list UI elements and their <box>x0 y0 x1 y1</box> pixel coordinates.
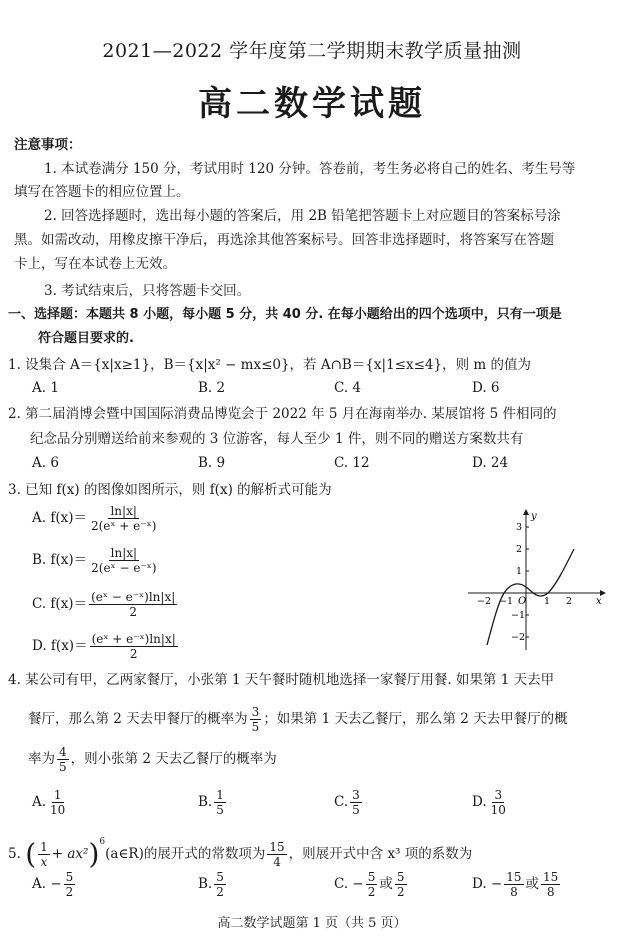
q3-option-a-fraction <box>89 504 158 533</box>
exam-title: 2021—2022 学年度第二学期期末教学质量抽测 <box>102 40 522 62</box>
q4-fraction-2 <box>57 745 69 774</box>
q4-option-b <box>198 788 228 817</box>
q5-option-c-denominator-2: 2 <box>396 885 405 899</box>
q3-option-a-numerator: ln|x| <box>110 504 137 518</box>
y-tick-label-1: 1 <box>516 566 523 577</box>
q5-inner-numerator: 1 <box>40 840 48 854</box>
q5-inner-rest: + ax² <box>51 846 89 862</box>
q3-option-d-fraction <box>90 632 178 661</box>
subject-title: 高二数学试题 <box>198 84 426 124</box>
x-axis-label: x <box>596 596 602 607</box>
note-2-line-2: 黑。如需改动，用橡皮擦干净后，再选涂其他答案标号。回答非选择题时，将答案写在答题 <box>14 232 554 248</box>
x-tick-label-1: 1 <box>544 596 551 607</box>
q3-option-c-fraction <box>89 590 177 619</box>
q1-option-b: B. 2 <box>198 380 226 396</box>
q3-function-graph <box>460 505 610 655</box>
q4-option-d-label: D. <box>472 794 487 810</box>
q5-option-d-denominator-2: 8 <box>546 885 555 899</box>
q3-option-b-denominator: 2(eˣ − e⁻ˣ) <box>91 561 157 575</box>
section-1-heading: 一、选择题：本题共 8 小题，每小题 5 分，共 40 分. 在每小题给出的四个选项中，只有一项是 <box>8 307 562 322</box>
q4-option-c-numerator: 3 <box>352 788 360 802</box>
q5-option-c-numerator-2: 5 <box>396 870 405 884</box>
q5-option-d <box>472 870 562 899</box>
q4-option-b-denominator: 5 <box>216 803 224 817</box>
q5-inner-fraction <box>38 840 50 869</box>
q4-option-a-denominator: 10 <box>50 803 66 817</box>
q5-option-d-numerator-1: 15 <box>506 870 522 884</box>
q4-stem-line-3-pre: 率为 <box>28 751 55 767</box>
page-footer: 高二数学试题第 1 页（共 5 页） <box>217 916 407 931</box>
x-tick-label-neg2: −2 <box>477 596 492 607</box>
q5-option-d-denominator-1: 8 <box>510 885 518 899</box>
q5-option-b-denominator: 2 <box>216 885 224 899</box>
q5-number: 5. <box>8 846 21 862</box>
q4-stem-line-3-post: ，则小张第 2 天去乙餐厅的概率为 <box>70 751 277 767</box>
q4-option-a-fraction <box>48 788 67 817</box>
q4-stem-line-2 <box>28 702 568 736</box>
q3-option-d-numerator: (eˣ + e⁻ˣ)ln|x| <box>91 632 176 646</box>
note-3: 3. 考试结束后，只将答题卡交回。 <box>44 283 251 299</box>
q4-option-a-label: A. <box>32 794 47 810</box>
q4-option-c-denominator: 5 <box>352 803 360 817</box>
q4-option-c-label: C. <box>334 794 349 810</box>
q5-constant-fraction <box>267 840 286 869</box>
q5-option-a-label: A. − <box>32 876 62 892</box>
y-axis-label: y <box>531 511 537 522</box>
section-1-heading-cont: 符合题目要求的. <box>38 331 134 346</box>
y-tick-label-neg1: −1 <box>511 610 526 621</box>
q3-option-a-denominator: 2(eˣ + e⁻ˣ) <box>90 519 157 533</box>
q4-stem-line-2-pre: 餐厅，那么第 2 天去甲餐厅的概率为 <box>28 711 248 727</box>
q5-option-d-fraction-1 <box>504 870 523 899</box>
q5-constant-numerator: 15 <box>269 840 285 854</box>
q5-power: 6 <box>99 837 106 847</box>
q5-option-d-fraction-2 <box>541 870 560 899</box>
origin-label: O <box>518 596 527 607</box>
q2-option-d: D. 24 <box>472 455 509 471</box>
q4-stem-line-1: 4. 某公司有甲，乙两家餐厅，小张第 1 天午餐时随机地选择一家餐厅用餐. 如果第 1 天去甲 <box>8 672 555 688</box>
q4-option-d <box>472 788 510 817</box>
q4-option-d-numerator: 3 <box>494 788 503 802</box>
x-tick-label-2: 2 <box>566 596 573 607</box>
q3-option-a-label: A. f(x)＝ <box>32 510 87 526</box>
q3-option-d <box>32 632 180 661</box>
q5-option-d-numerator-2: 15 <box>543 870 559 884</box>
q5-inner-denominator: x <box>40 855 48 869</box>
q3-option-c-label: C. f(x)＝ <box>32 596 88 612</box>
q4-stem-line-2-post: ；如果第 1 天去乙餐厅，那么第 2 天去甲餐厅的概 <box>263 711 568 727</box>
q4-fraction-1-denominator: 5 <box>251 720 260 734</box>
q2-option-c: C. 12 <box>334 455 370 471</box>
q3-option-c-denominator: 2 <box>129 605 137 619</box>
q3-option-b-fraction <box>89 546 158 575</box>
q5-option-a-denominator: 2 <box>65 885 74 899</box>
q5-option-c <box>334 870 409 899</box>
q3-option-d-denominator: 2 <box>129 647 138 661</box>
q3-option-c-numerator: (eˣ − e⁻ˣ)ln|x| <box>91 590 176 604</box>
y-tick-label-3: 3 <box>516 522 523 533</box>
note-1-line-1: 1. 本试卷满分 150 分，考试用时 120 分钟。答卷前，考生务必将自己的姓名、考生号等 <box>44 161 576 177</box>
y-tick-label-neg2: −2 <box>511 632 526 643</box>
q1-option-c: C. 4 <box>334 380 362 396</box>
q2-stem-line-2: 纪念品分别赠送给前来参观的 3 位游客，每人至少 1 件，则不同的赠送方案数共有 <box>30 431 524 447</box>
q5-constant-denominator: 4 <box>273 855 281 869</box>
q5-option-d-or: 或 <box>525 876 540 892</box>
q5-option-b <box>198 870 228 899</box>
q3-option-b-numerator: ln|x| <box>110 546 138 560</box>
q1-stem: 1. 设集合 A＝{x|x≥1}，B＝{x|x² − mx≤0}，若 A∩B＝{x|1≤x≤4}，则 m 的值为 <box>8 357 531 373</box>
note-1-line-2: 填写在答题卡的相应位置上。 <box>14 184 190 200</box>
q5-option-a <box>32 870 77 899</box>
q5-option-b-label: B. <box>198 876 213 892</box>
q3-stem: 3. 已知 f(x) 的图像如图所示，则 f(x) 的解析式可能为 <box>8 482 332 498</box>
q4-option-d-denominator: 10 <box>490 803 506 817</box>
y-tick-label-2: 2 <box>516 544 523 555</box>
q4-fraction-1-numerator: 3 <box>251 705 260 719</box>
q1-option-a: A. 1 <box>32 380 59 396</box>
q5-option-c-or: 或 <box>379 876 393 892</box>
q5-option-a-fraction <box>64 870 76 899</box>
q5-option-b-numerator: 5 <box>216 870 224 884</box>
q5-option-a-numerator: 5 <box>65 870 74 884</box>
q5-option-c-denominator-1: 2 <box>367 885 376 899</box>
q4-option-b-fraction <box>214 788 226 817</box>
q5-option-d-label: D. − <box>472 876 503 892</box>
q3-option-c <box>32 590 179 619</box>
q4-option-d-fraction <box>489 788 508 817</box>
notes-heading: 注意事项： <box>14 137 82 153</box>
note-2-line-3: 卡上，写在本试卷上无效。 <box>14 256 176 272</box>
x-tick-label-neg1: −1 <box>499 596 514 607</box>
q4-option-c-fraction <box>350 788 362 817</box>
q4-option-a-numerator: 1 <box>53 788 62 802</box>
q1-option-d: D. 6 <box>472 380 500 396</box>
q5-right-paren: ) <box>88 837 100 871</box>
q5-option-c-label: C. − <box>334 876 364 892</box>
q3-option-b <box>32 546 161 575</box>
q5-option-c-fraction-1 <box>366 870 378 899</box>
q4-fraction-2-numerator: 4 <box>59 745 67 759</box>
q4-stem-line-3 <box>28 742 277 776</box>
q3-option-a <box>32 504 160 533</box>
q3-option-b-label: B. f(x)＝ <box>32 552 88 568</box>
q5-option-c-numerator-1: 5 <box>367 870 376 884</box>
q4-fraction-1 <box>250 705 262 734</box>
q2-stem-line-1: 2. 第二届消博会暨中国国际消费品博览会于 2022 年 5 月在海南举办. 某展馆将 5 件相同的 <box>8 406 557 422</box>
q2-option-a: A. 6 <box>32 455 59 471</box>
q4-option-c <box>334 788 364 817</box>
q5-left-paren: ( <box>25 837 37 871</box>
q3-option-d-label: D. f(x)＝ <box>32 638 88 654</box>
q5-option-b-fraction <box>214 870 226 899</box>
q5-stem <box>8 822 473 871</box>
q5-stem-post: ，则展开式中含 x³ 项的系数为 <box>288 846 473 862</box>
q4-option-b-label: B. <box>198 794 213 810</box>
q4-option-a <box>32 788 69 817</box>
q4-option-b-numerator: 1 <box>216 788 224 802</box>
q5-condition: (a∈R)的展开式的常数项为 <box>105 846 266 862</box>
note-2-line-1: 2. 回答选择题时，选出每小题的答案后，用 2B 铅笔把答题卡上对应题目的答案标号涂 <box>44 208 561 224</box>
q5-option-c-fraction-2 <box>395 870 407 899</box>
q2-option-b: B. 9 <box>198 455 226 471</box>
q4-fraction-2-denominator: 5 <box>59 760 67 774</box>
